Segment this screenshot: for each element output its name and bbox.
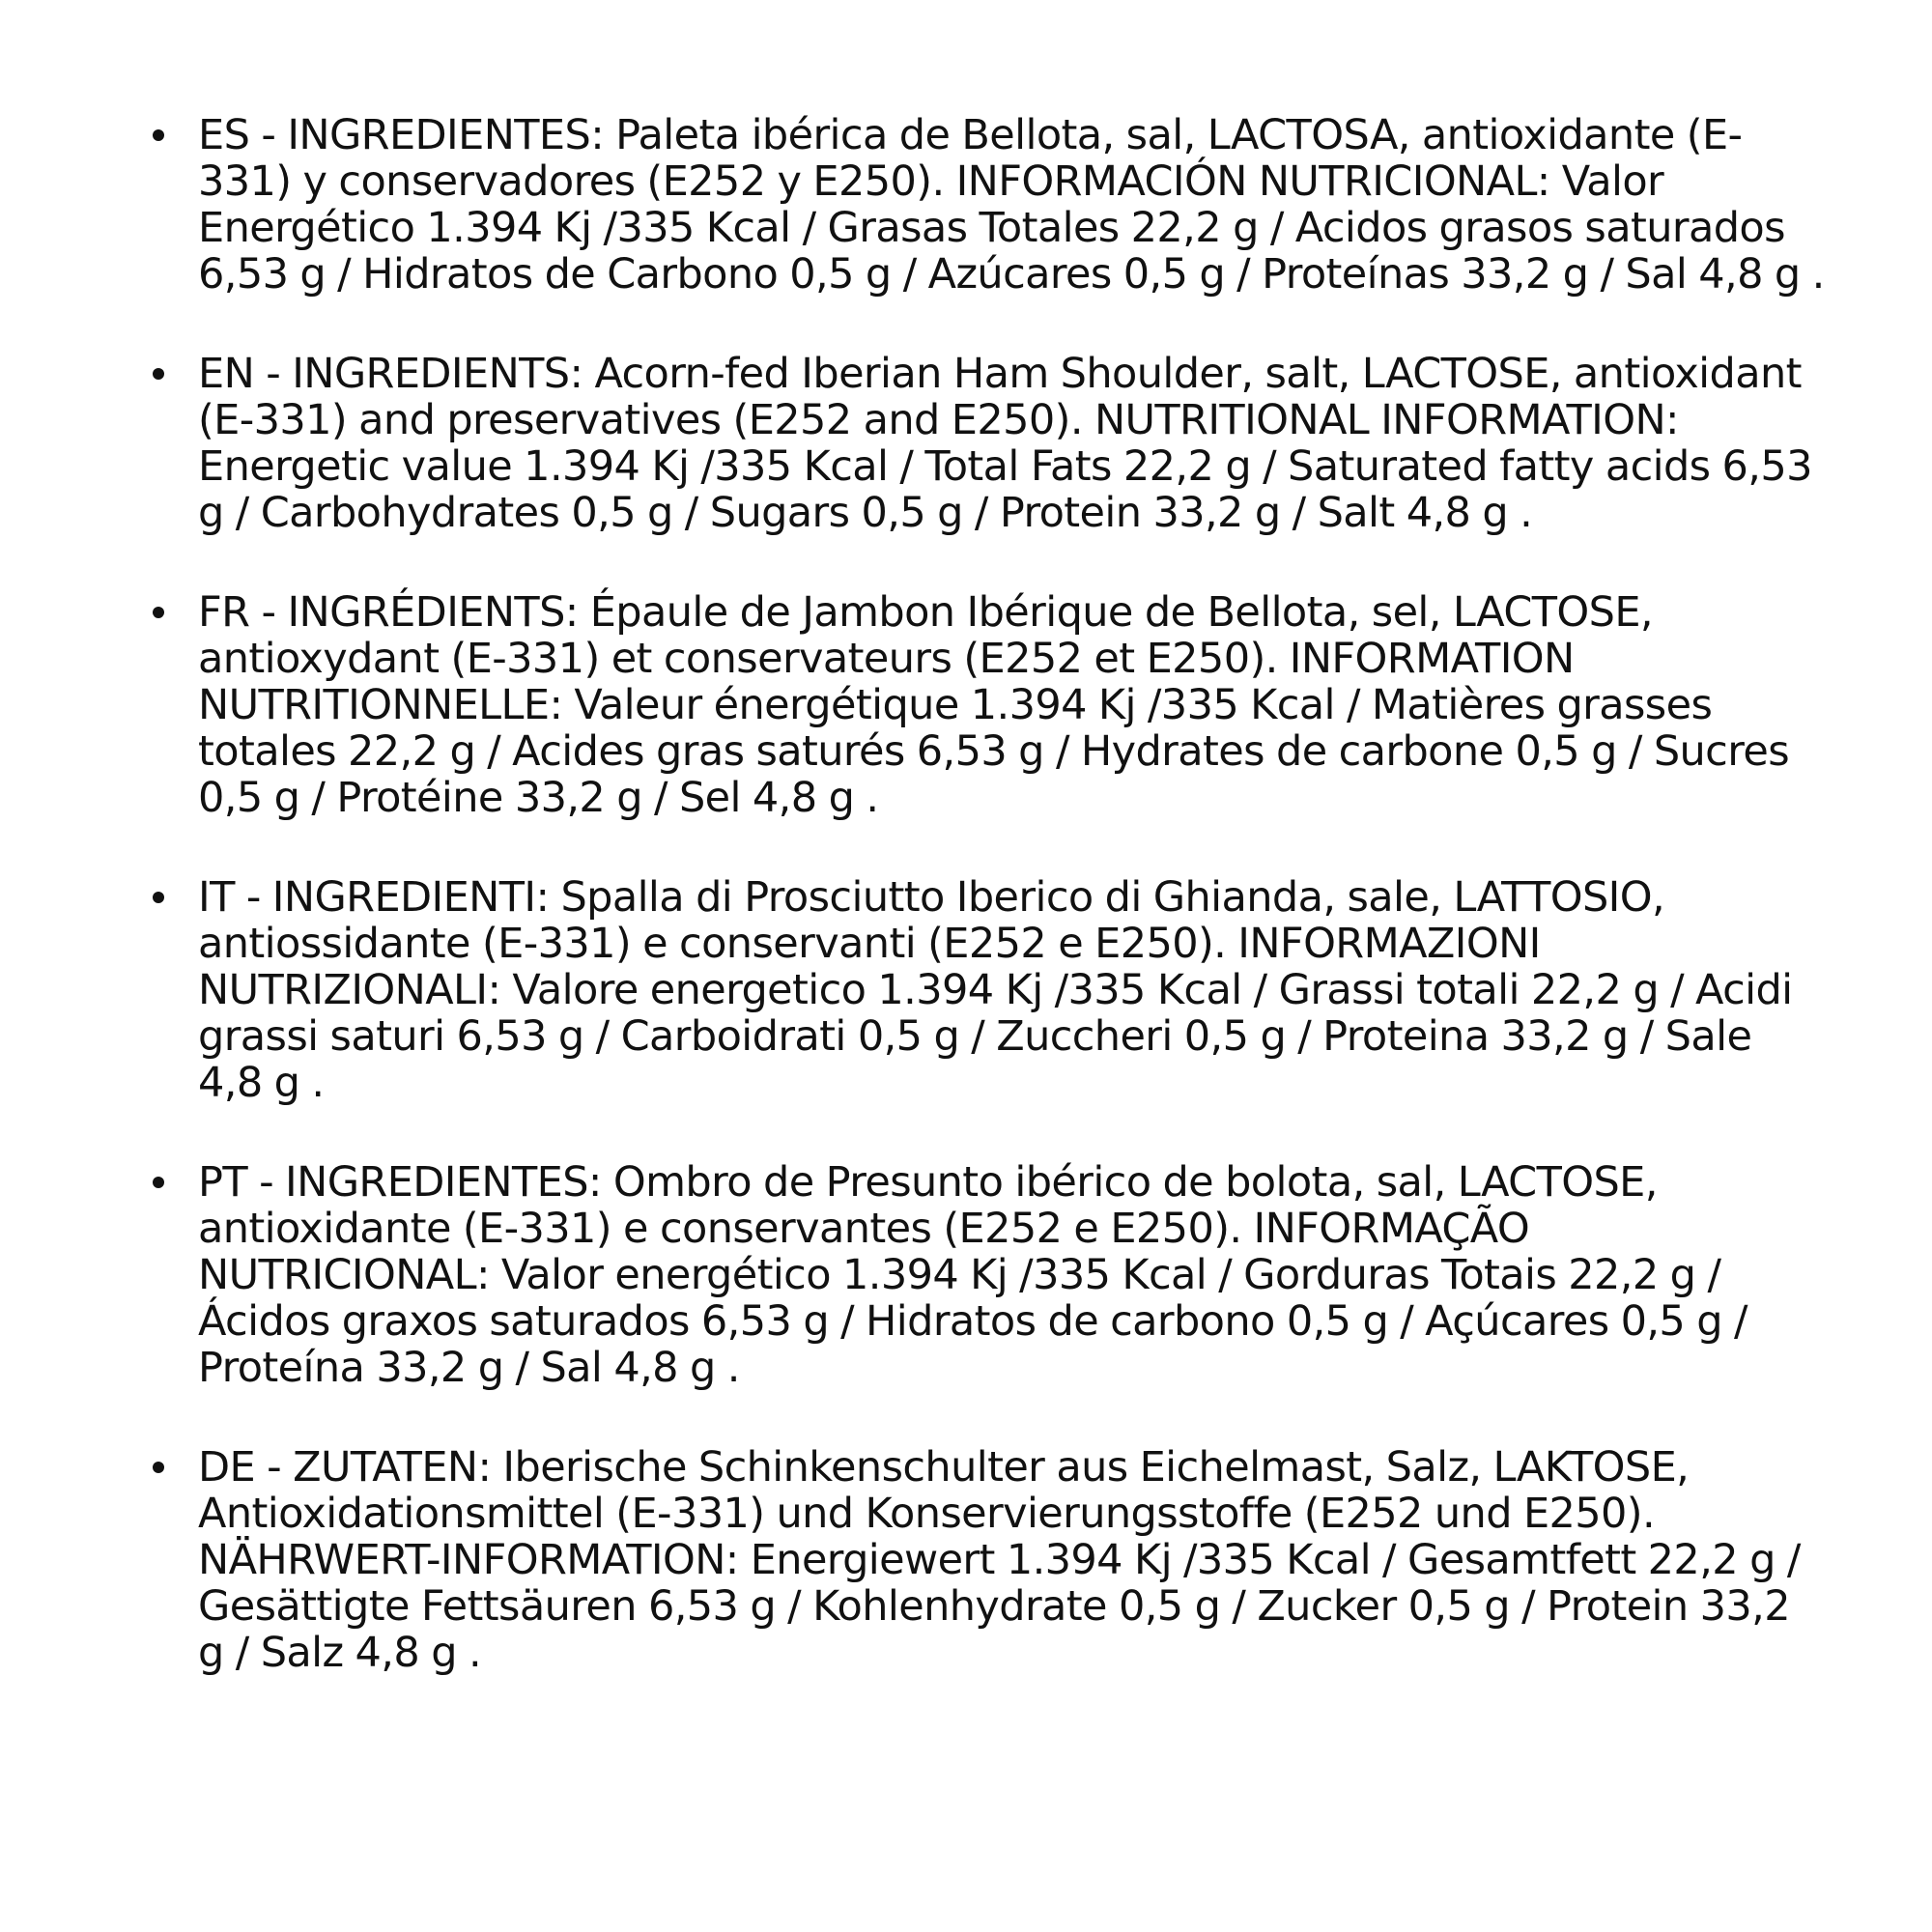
ingredient-item-es bbox=[145, 112, 1826, 298]
ingredient-text-it: IT - INGREDIENTI: Spalla di Prosciutto Iberico di Ghianda, sale, LATTOSIO, antiossidante (E-331) e conservanti (E252 e E250). INFORMAZIONI NUTRIZIONALI: Valore energetico 1.394 Kj /335 Kcal / Grassi totali 22,2 g / Acidi grassi saturi 6,53 g / Carboidrati 0,5 g / Zuccheri 0,5 g / Proteina 33,2 g / Sale 4,8 g . bbox=[198, 873, 1793, 1107]
ingredient-item-fr bbox=[145, 589, 1826, 821]
bullet-icon bbox=[153, 892, 164, 903]
ingredient-item-it bbox=[145, 874, 1826, 1106]
bullet-icon bbox=[153, 607, 164, 618]
ingredient-item-pt bbox=[145, 1159, 1826, 1391]
ingredient-text-pt: PT - INGREDIENTES: Ombro de Presunto ibérico de bolota, sal, LACTOSE, antioxidante (E-331) e conservantes (E252 e E250). INFORMAÇÃO NUTRICIONAL: Valor energético 1.394 Kj /335 Kcal / Gorduras Totais 22,2 g / Ácidos graxos saturados 6,53 g / Hidratos de carbono 0,5 g / Açúcares 0,5 g / Proteína 33,2 g / Sal 4,8 g . bbox=[198, 1158, 1747, 1392]
ingredient-text-de: DE - ZUTATEN: Iberische Schinkenschulter aus Eichelmast, Salz, LAKTOSE, Antioxidationsmittel (E-331) und Konservierungsstoffe (E252 und E250). NÄHRWERT-INFORMATION: Energiewert 1.394 Kj /335 Kcal / Gesamtfett 22,2 g / Gesättigte Fettsäuren 6,53 g / Kohlenhydrate 0,5 g / Zucker 0,5 g / Protein 33,2 g / Salz 4,8 g . bbox=[198, 1443, 1801, 1677]
ingredient-text-es: ES - INGREDIENTES: Paleta ibérica de Bellota, sal, LACTOSA, antioxidante (E-331) y conservadores (E252 y E250). INFORMACIÓN NUTRICIONAL: Valor Energético 1.394 Kj /335 Kcal / Grasas Totales 22,2 g / Acidos grasos saturados 6,53 g / Hidratos de Carbono 0,5 g / Azúcares 0,5 g / Proteínas 33,2 g / Sal 4,8 g . bbox=[198, 111, 1825, 298]
ingredient-text-en: EN - INGREDIENTS: Acorn-fed Iberian Ham Shoulder, salt, LACTOSE, antioxidant (E-331) and preservatives (E252 and E250). NUTRITIONAL INFORMATION: Energetic value 1.394 Kj /335 Kcal / Total Fats 22,2 g / Saturated fatty acids 6,53 g / Carbohydrates 0,5 g / Sugars 0,5 g / Protein 33,2 g / Salt 4,8 g . bbox=[198, 350, 1812, 537]
ingredient-list bbox=[145, 112, 1826, 1729]
bullet-icon bbox=[153, 129, 164, 141]
bullet-icon bbox=[153, 1462, 164, 1473]
ingredient-item-de bbox=[145, 1444, 1826, 1676]
bullet-icon bbox=[153, 1177, 164, 1188]
bullet-icon bbox=[153, 368, 164, 380]
ingredient-item-en bbox=[145, 351, 1826, 536]
ingredient-text-fr: FR - INGRÉDIENTS: Épaule de Jambon Ibérique de Bellota, sel, LACTOSE, antioxydant (E-331) et conservateurs (E252 et E250). INFORMATION NUTRITIONNELLE: Valeur énergétique 1.394 Kj /335 Kcal / Matières grasses totales 22,2 g / Acides gras saturés 6,53 g / Hydrates de carbone 0,5 g / Sucres 0,5 g / Protéine 33,2 g / Sel 4,8 g . bbox=[198, 588, 1790, 822]
